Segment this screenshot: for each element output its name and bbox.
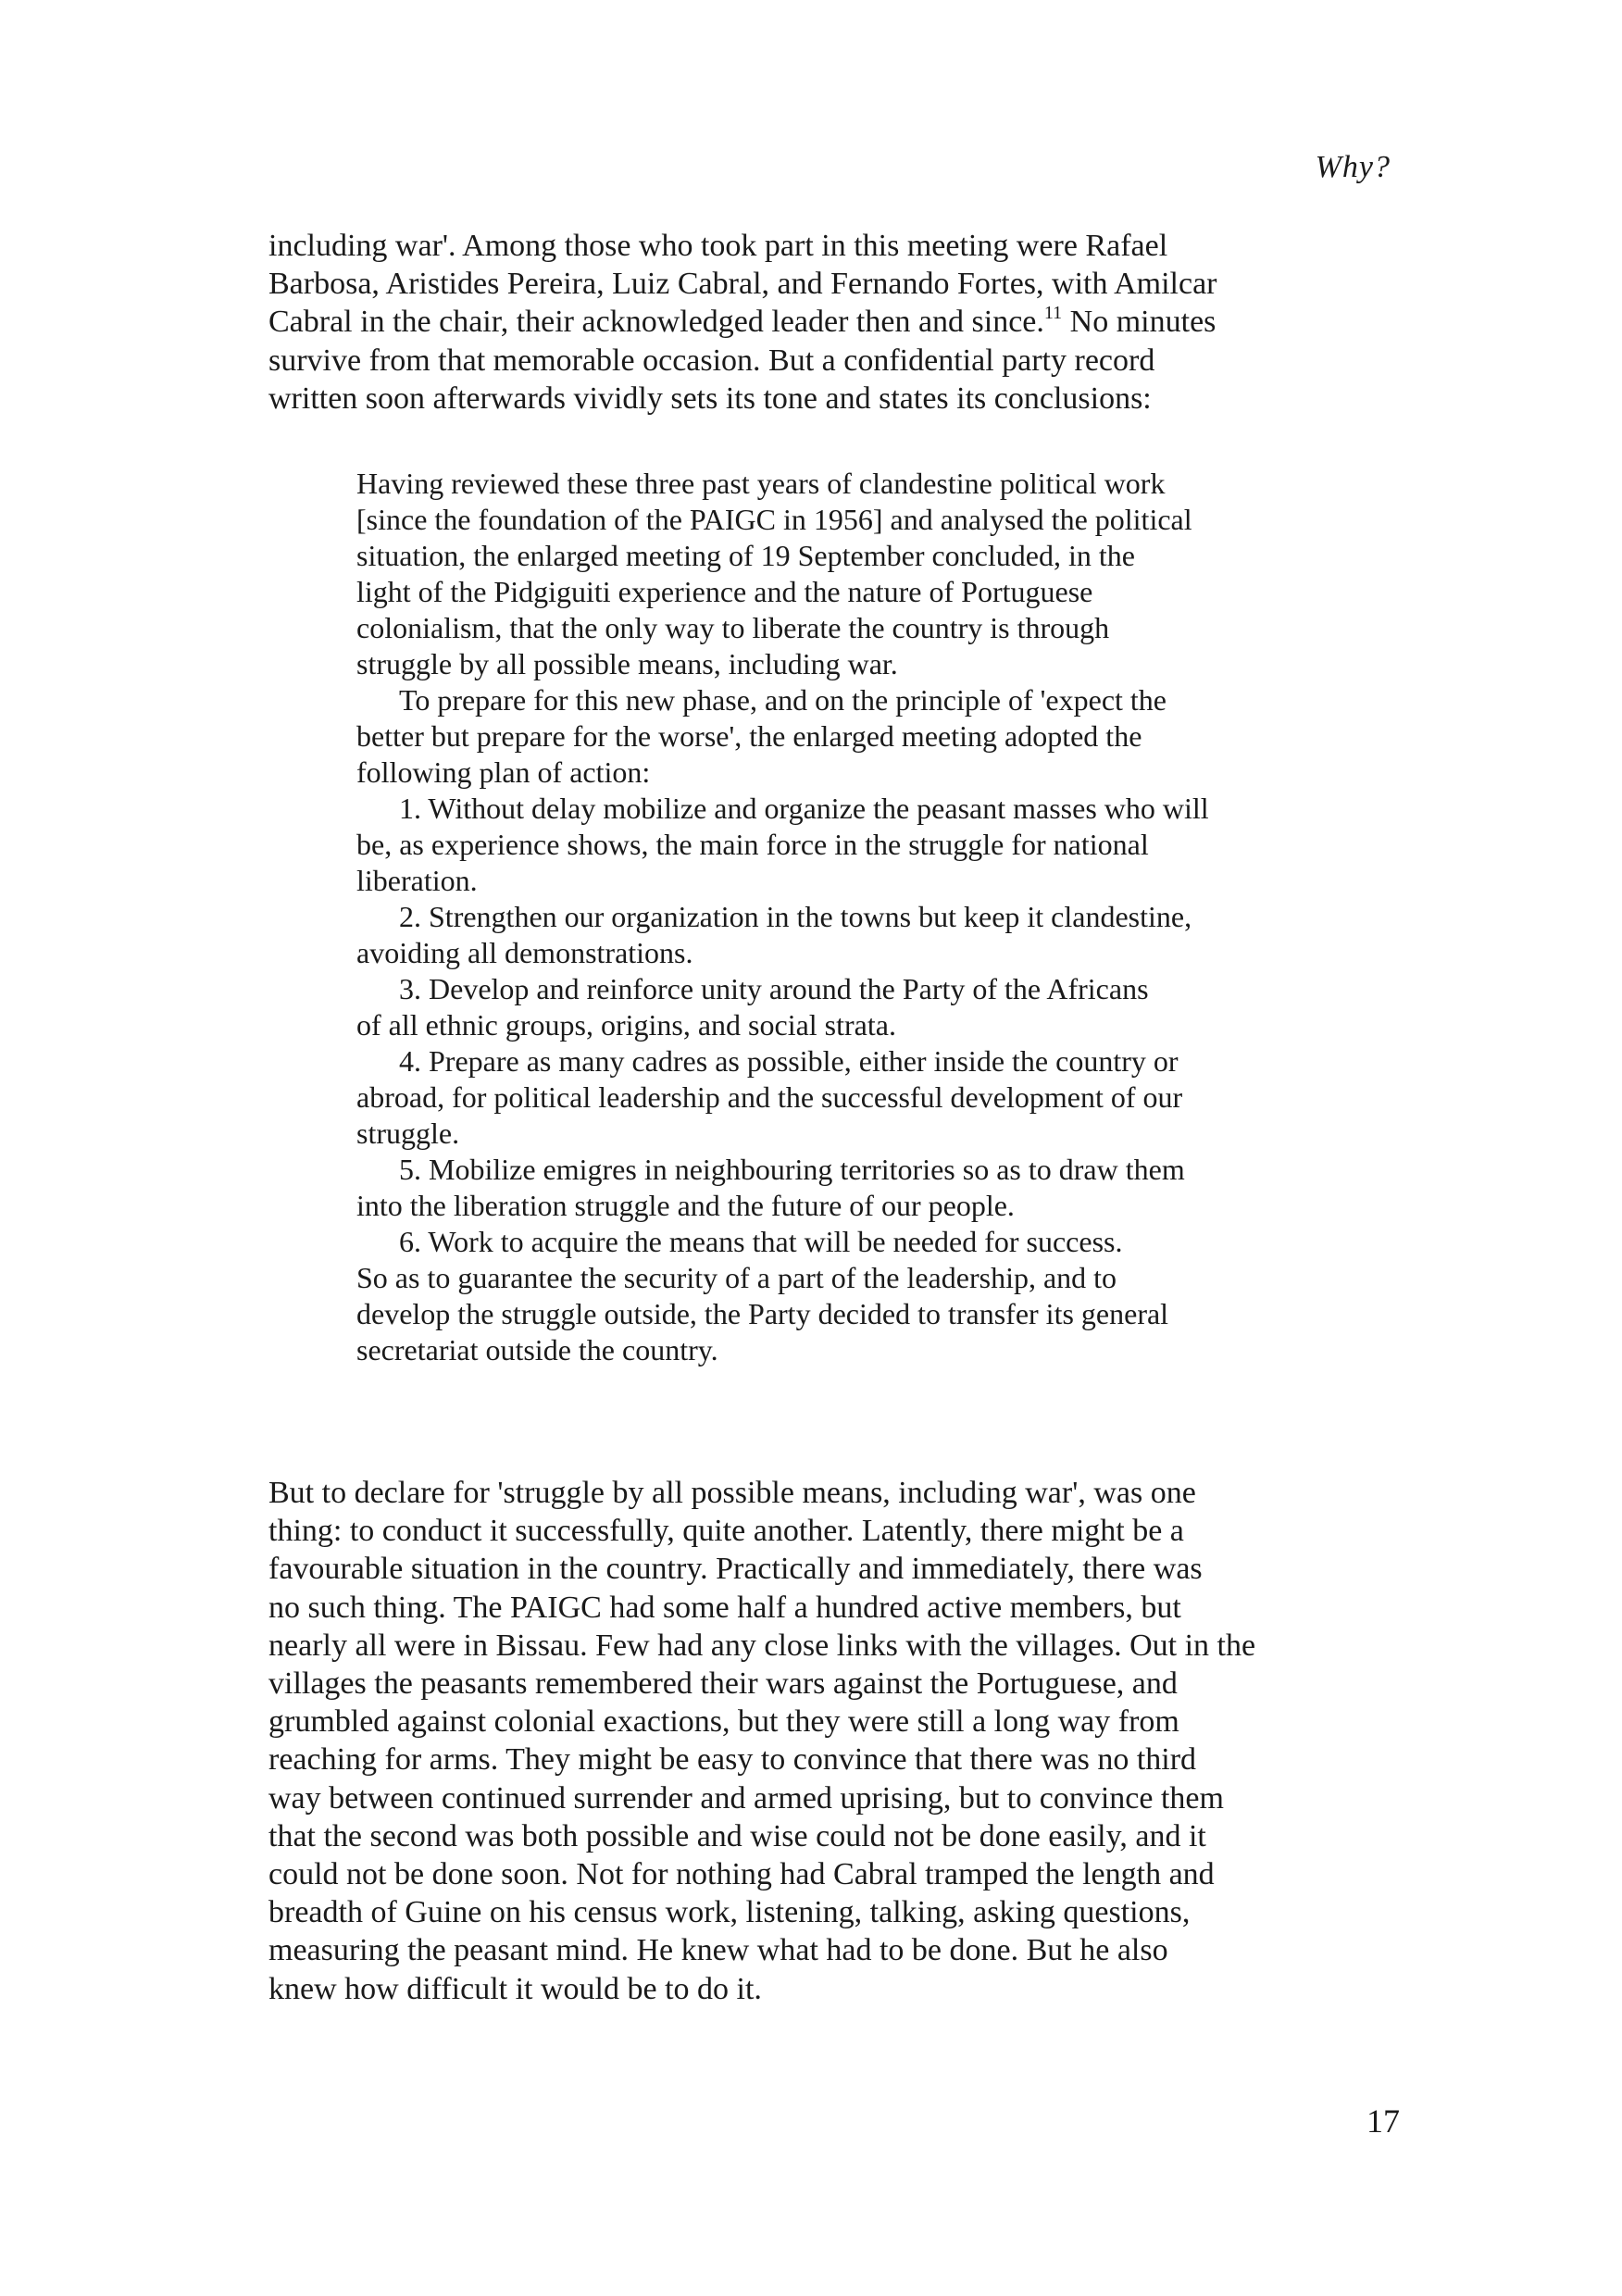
paragraph-2-line: no such thing. The PAIGC had some half a hundred active members, but [268, 1590, 1181, 1625]
paragraph-2-line: villages the peasants remembered their wars against the Portuguese, and [268, 1666, 1178, 1702]
paragraph-2-line: measuring the peasant mind. He knew what had to be done. But he also [268, 1933, 1168, 1968]
plan-item-6: 6. Work to acquire the means that will be needed for success. [399, 1225, 1123, 1258]
quote-line: [since the foundation of the PAIGC in 1956] and analysed the political [356, 503, 1192, 536]
paragraph-2-line: reaching for arms. They might be easy to convince that there was no third [268, 1742, 1197, 1778]
footnote-reference: 11 [1043, 303, 1063, 324]
quote-line: better but prepare for the worse', the enlarged meeting adopted the [356, 719, 1142, 753]
paragraph-1-line: Barbosa, Aristides Pereira, Luiz Cabral, and Fernando Fortes, with Amilcar [268, 267, 1217, 302]
paragraph-1 [268, 227, 1407, 418]
quote-closing-line: So as to guarantee the security of a part of the leadership, and to [356, 1261, 1117, 1294]
quote-line: To prepare for this new phase, and on the principle of 'expect the [399, 683, 1167, 717]
plan-item-1: liberation. [356, 864, 478, 897]
plan-item-2: 2. Strengthen our organization in the towns but keep it clandestine, [399, 900, 1192, 933]
paragraph-2-line: breadth of Guine on his census work, listening, talking, asking questions, [268, 1895, 1191, 1930]
plan-item-2: avoiding all demonstrations. [356, 936, 693, 969]
paragraph-1-line [268, 303, 1407, 341]
paragraph-2 [268, 1474, 1407, 2008]
paragraph-2-line: thing: to conduct it successfully, quite another. Latently, there might be a [268, 1514, 1184, 1549]
running-head: Why? [1315, 150, 1391, 184]
plan-item-4: struggle. [356, 1117, 460, 1150]
plan-item-3: of all ethnic groups, origins, and social strata. [356, 1008, 896, 1042]
quote-closing-line: secretariat outside the country. [356, 1333, 718, 1366]
plan-item-4: abroad, for political leadership and the successful development of our [356, 1080, 1183, 1114]
quote-line: struggle by all possible means, including war. [356, 647, 898, 680]
quote-closing-line: develop the struggle outside, the Party decided to transfer its general [356, 1297, 1169, 1330]
paragraph-2-line: knew how difficult it would be to do it. [268, 1971, 762, 2006]
plan-item-1: be, as experience shows, the main force in the struggle for national [356, 828, 1149, 861]
paragraph-2-line: nearly all were in Bissau. Few had any close links with the villages. Out in the [268, 1628, 1256, 1663]
paragraph-1-text: Cabral in the chair, their acknowledged leader then and since. [268, 305, 1044, 340]
paragraph-2-line: could not be done soon. Not for nothing had Cabral tramped the length and [268, 1857, 1215, 1892]
plan-item-3: 3. Develop and reinforce unity around the Party of the Africans [399, 972, 1149, 1005]
paragraph-1-text: No minutes [1062, 305, 1216, 340]
plan-item-1: 1. Without delay mobilize and organize the peasant masses who will [399, 792, 1209, 825]
plan-item-5: into the liberation struggle and the future of our people. [356, 1189, 1015, 1222]
paragraph-2-line: But to declare for 'struggle by all possible means, including war', was one [268, 1476, 1196, 1510]
paragraph-2-line: way between continued surrender and armed uprising, but to convince them [268, 1780, 1224, 1816]
quote-line: colonialism, that the only way to liberate the country is through [356, 611, 1110, 644]
paragraph-1-line: including war'. Among those who took part in this meeting were Rafael [268, 229, 1168, 263]
paragraph-2-line: favourable situation in the country. Practically and immediately, there was [268, 1552, 1203, 1587]
plan-item-5: 5. Mobilize emigres in neighbouring territories so as to draw them [399, 1153, 1185, 1186]
block-quotation [356, 466, 1412, 1368]
quote-line: following plan of action: [356, 755, 651, 789]
quote-line: Having reviewed these three past years of clandestine political work [356, 467, 1166, 500]
paragraph-2-line: grumbled against colonial exactions, but they were still a long way from [268, 1704, 1179, 1740]
quote-line: situation, the enlarged meeting of 19 September concluded, in the [356, 539, 1135, 572]
paragraph-2-line: that the second was both possible and wise could not be done easily, and it [268, 1818, 1206, 1853]
page-number: 17 [1366, 2103, 1400, 2140]
plan-item-4: 4. Prepare as many cadres as possible, either inside the country or [399, 1044, 1179, 1078]
paragraph-1-line: survive from that memorable occasion. But a confidential party record [268, 343, 1155, 378]
paragraph-1-line: written soon afterwards vividly sets its tone and states its conclusions: [268, 381, 1152, 416]
quote-line: light of the Pidgiguiti experience and the nature of Portuguese [356, 575, 1093, 608]
